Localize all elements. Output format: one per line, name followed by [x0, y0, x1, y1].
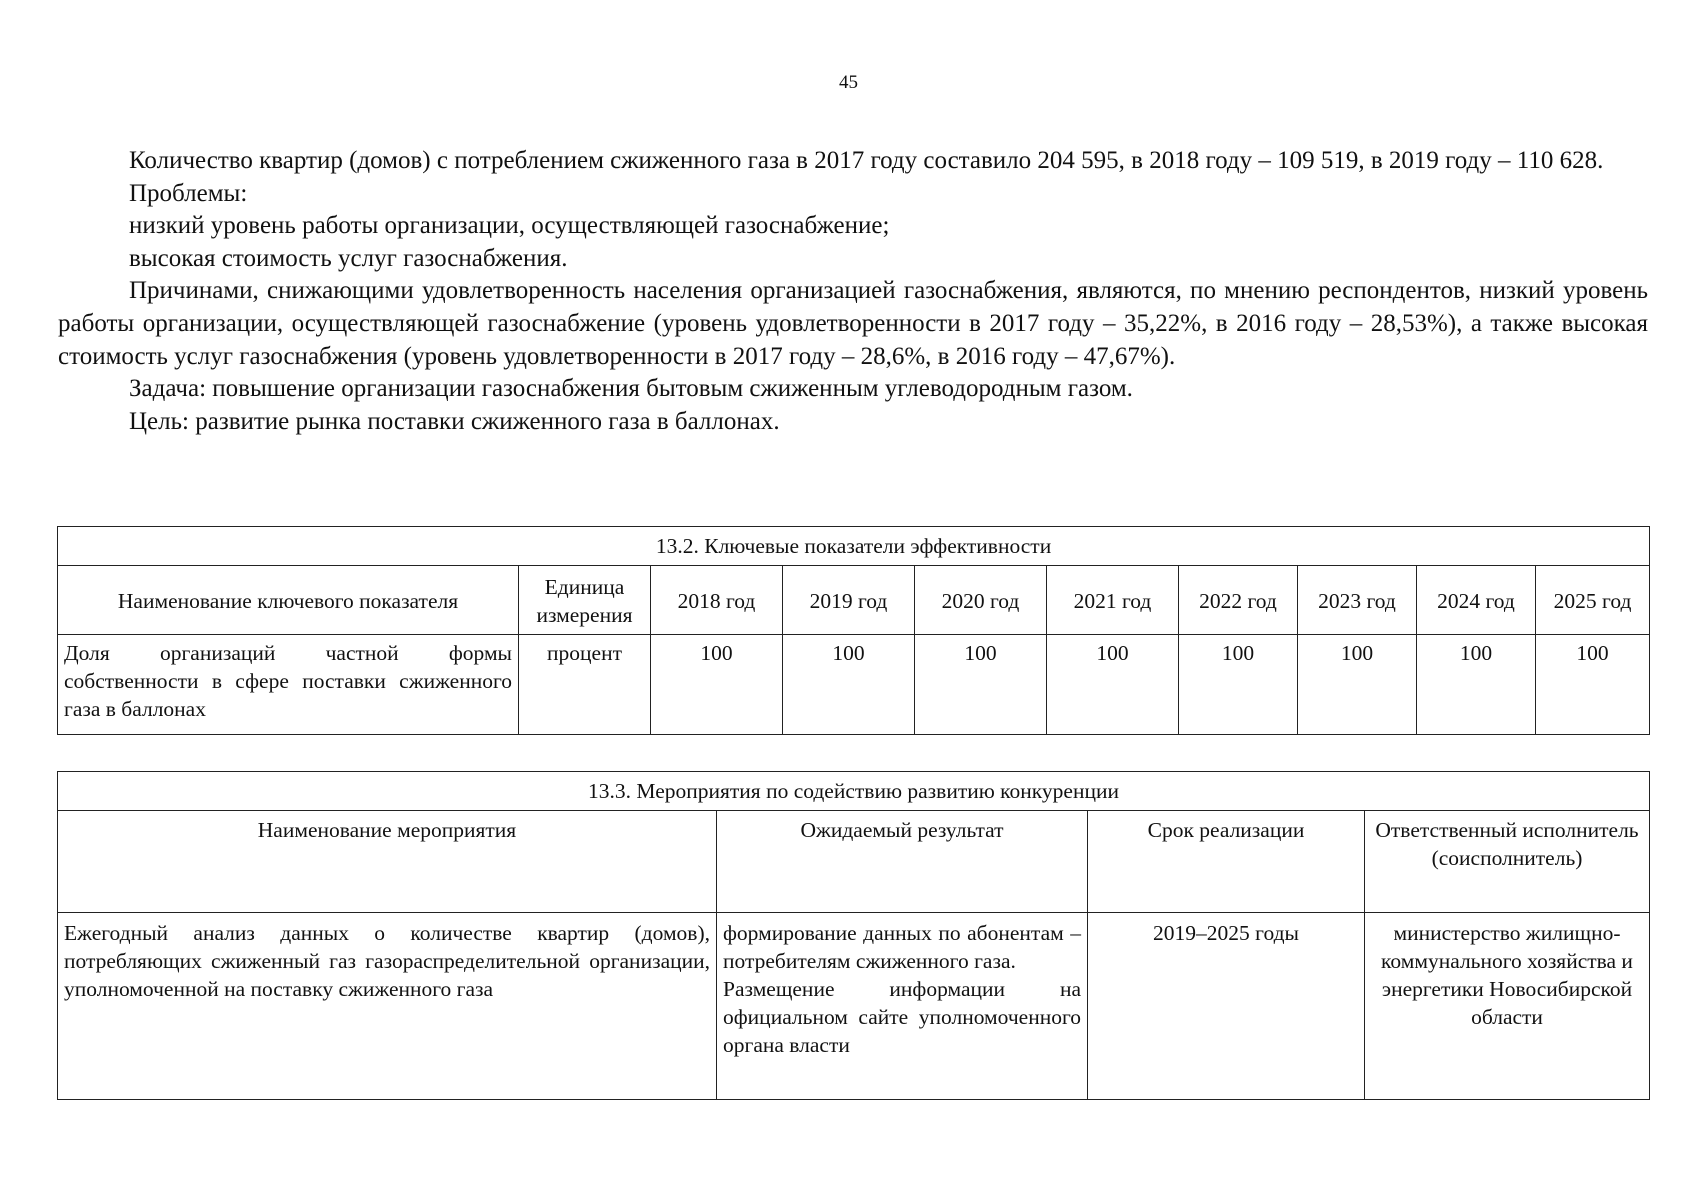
kpi-header-2025: 2025 год: [1536, 566, 1650, 635]
event-name: Ежегодный анализ данных о количестве квартир (домов), потребляющих сжиженный газ газораспределительной организации, уполномоченной на поставку сжиженного газа: [58, 913, 717, 1100]
kpi-unit: процент: [519, 635, 651, 735]
kpi-header-2022: 2022 год: [1179, 566, 1298, 635]
kpi-header-2024: 2024 год: [1417, 566, 1536, 635]
events-header-responsible: Ответственный исполнитель (соисполнитель): [1365, 811, 1650, 913]
kpi-header-2018: 2018 год: [651, 566, 783, 635]
events-header-term: Срок реализации: [1088, 811, 1365, 913]
kpi-value-2021: 100: [1047, 635, 1179, 735]
kpi-header-2023: 2023 год: [1298, 566, 1417, 635]
kpi-indicator-name: Доля организаций частной формы собственности в сфере поставки сжиженного газа в баллонах: [58, 635, 519, 735]
kpi-value-2024: 100: [1417, 635, 1536, 735]
events-header-name: Наименование мероприятия: [58, 811, 717, 913]
events-header-result: Ожидаемый результат: [717, 811, 1088, 913]
paragraph-goal: Цель: развитие рынка поставки сжиженного газа в баллонах.: [129, 407, 780, 435]
events-table: [57, 771, 1650, 1100]
kpi-value-2020: 100: [915, 635, 1047, 735]
paragraph-problems-heading: Проблемы:: [129, 179, 248, 207]
paragraph-reasons: Причинами, снижающими удовлетворенность населения организацией газоснабжения, являются, по мнению респондентов, низкий уровень работы организации, осуществляющей газоснабжение (уровень удовлетворенности в 2017 году – 35,22%, в 2016 году – 28,53%), а также высокая стоимость услуг газоснабжения (уровень удовлетворенности в 2017 году – 28,6%, в 2016 году – 47,67%).: [58, 277, 1648, 370]
paragraph-apartments-count: Количество квартир (домов) с потреблением сжиженного газа в 2017 году составило 204 595, в 2018 году – 109 519, в 2019 году – 110 628.: [129, 147, 1604, 174]
page-number: 45: [839, 72, 858, 93]
kpi-table: [57, 526, 1650, 735]
event-result: [717, 913, 1088, 1100]
event-result-line-1: формирование данных по абонентам – потребителям сжиженного газа.: [723, 921, 1081, 973]
kpi-value-2019: 100: [783, 635, 915, 735]
events-table-caption: 13.3. Мероприятия по содействию развитию конкуренции: [58, 772, 1650, 811]
paragraph-problem-1: низкий уровень работы организации, осуществляющей газоснабжение;: [129, 212, 890, 240]
paragraph-problem-2: высокая стоимость услуг газоснабжения.: [129, 244, 568, 272]
paragraph-task: Задача: повышение организации газоснабжения бытовым сжиженным углеводородным газом.: [129, 375, 1133, 403]
event-term: 2019–2025 годы: [1088, 913, 1365, 1100]
kpi-header-2020: 2020 год: [915, 566, 1047, 635]
kpi-value-2023: 100: [1298, 635, 1417, 735]
event-result-line-2: Размещение информации на официальном сайте уполномоченного органа власти: [723, 977, 1081, 1057]
event-responsible: министерство жилищно-коммунального хозяйства и энергетики Новосибирской области: [1365, 913, 1650, 1100]
kpi-header-2021: 2021 год: [1047, 566, 1179, 635]
kpi-value-2025: 100: [1536, 635, 1650, 735]
table-row: [58, 635, 1650, 735]
body-text: [58, 145, 1648, 438]
kpi-table-caption: 13.2. Ключевые показатели эффективности: [58, 527, 1650, 566]
kpi-value-2022: 100: [1179, 635, 1298, 735]
kpi-header-indicator-name: Наименование ключевого показателя: [58, 566, 519, 635]
kpi-header-2019: 2019 год: [783, 566, 915, 635]
kpi-header-unit: Единица измерения: [519, 566, 651, 635]
table-row: [58, 913, 1650, 1100]
kpi-value-2018: 100: [651, 635, 783, 735]
